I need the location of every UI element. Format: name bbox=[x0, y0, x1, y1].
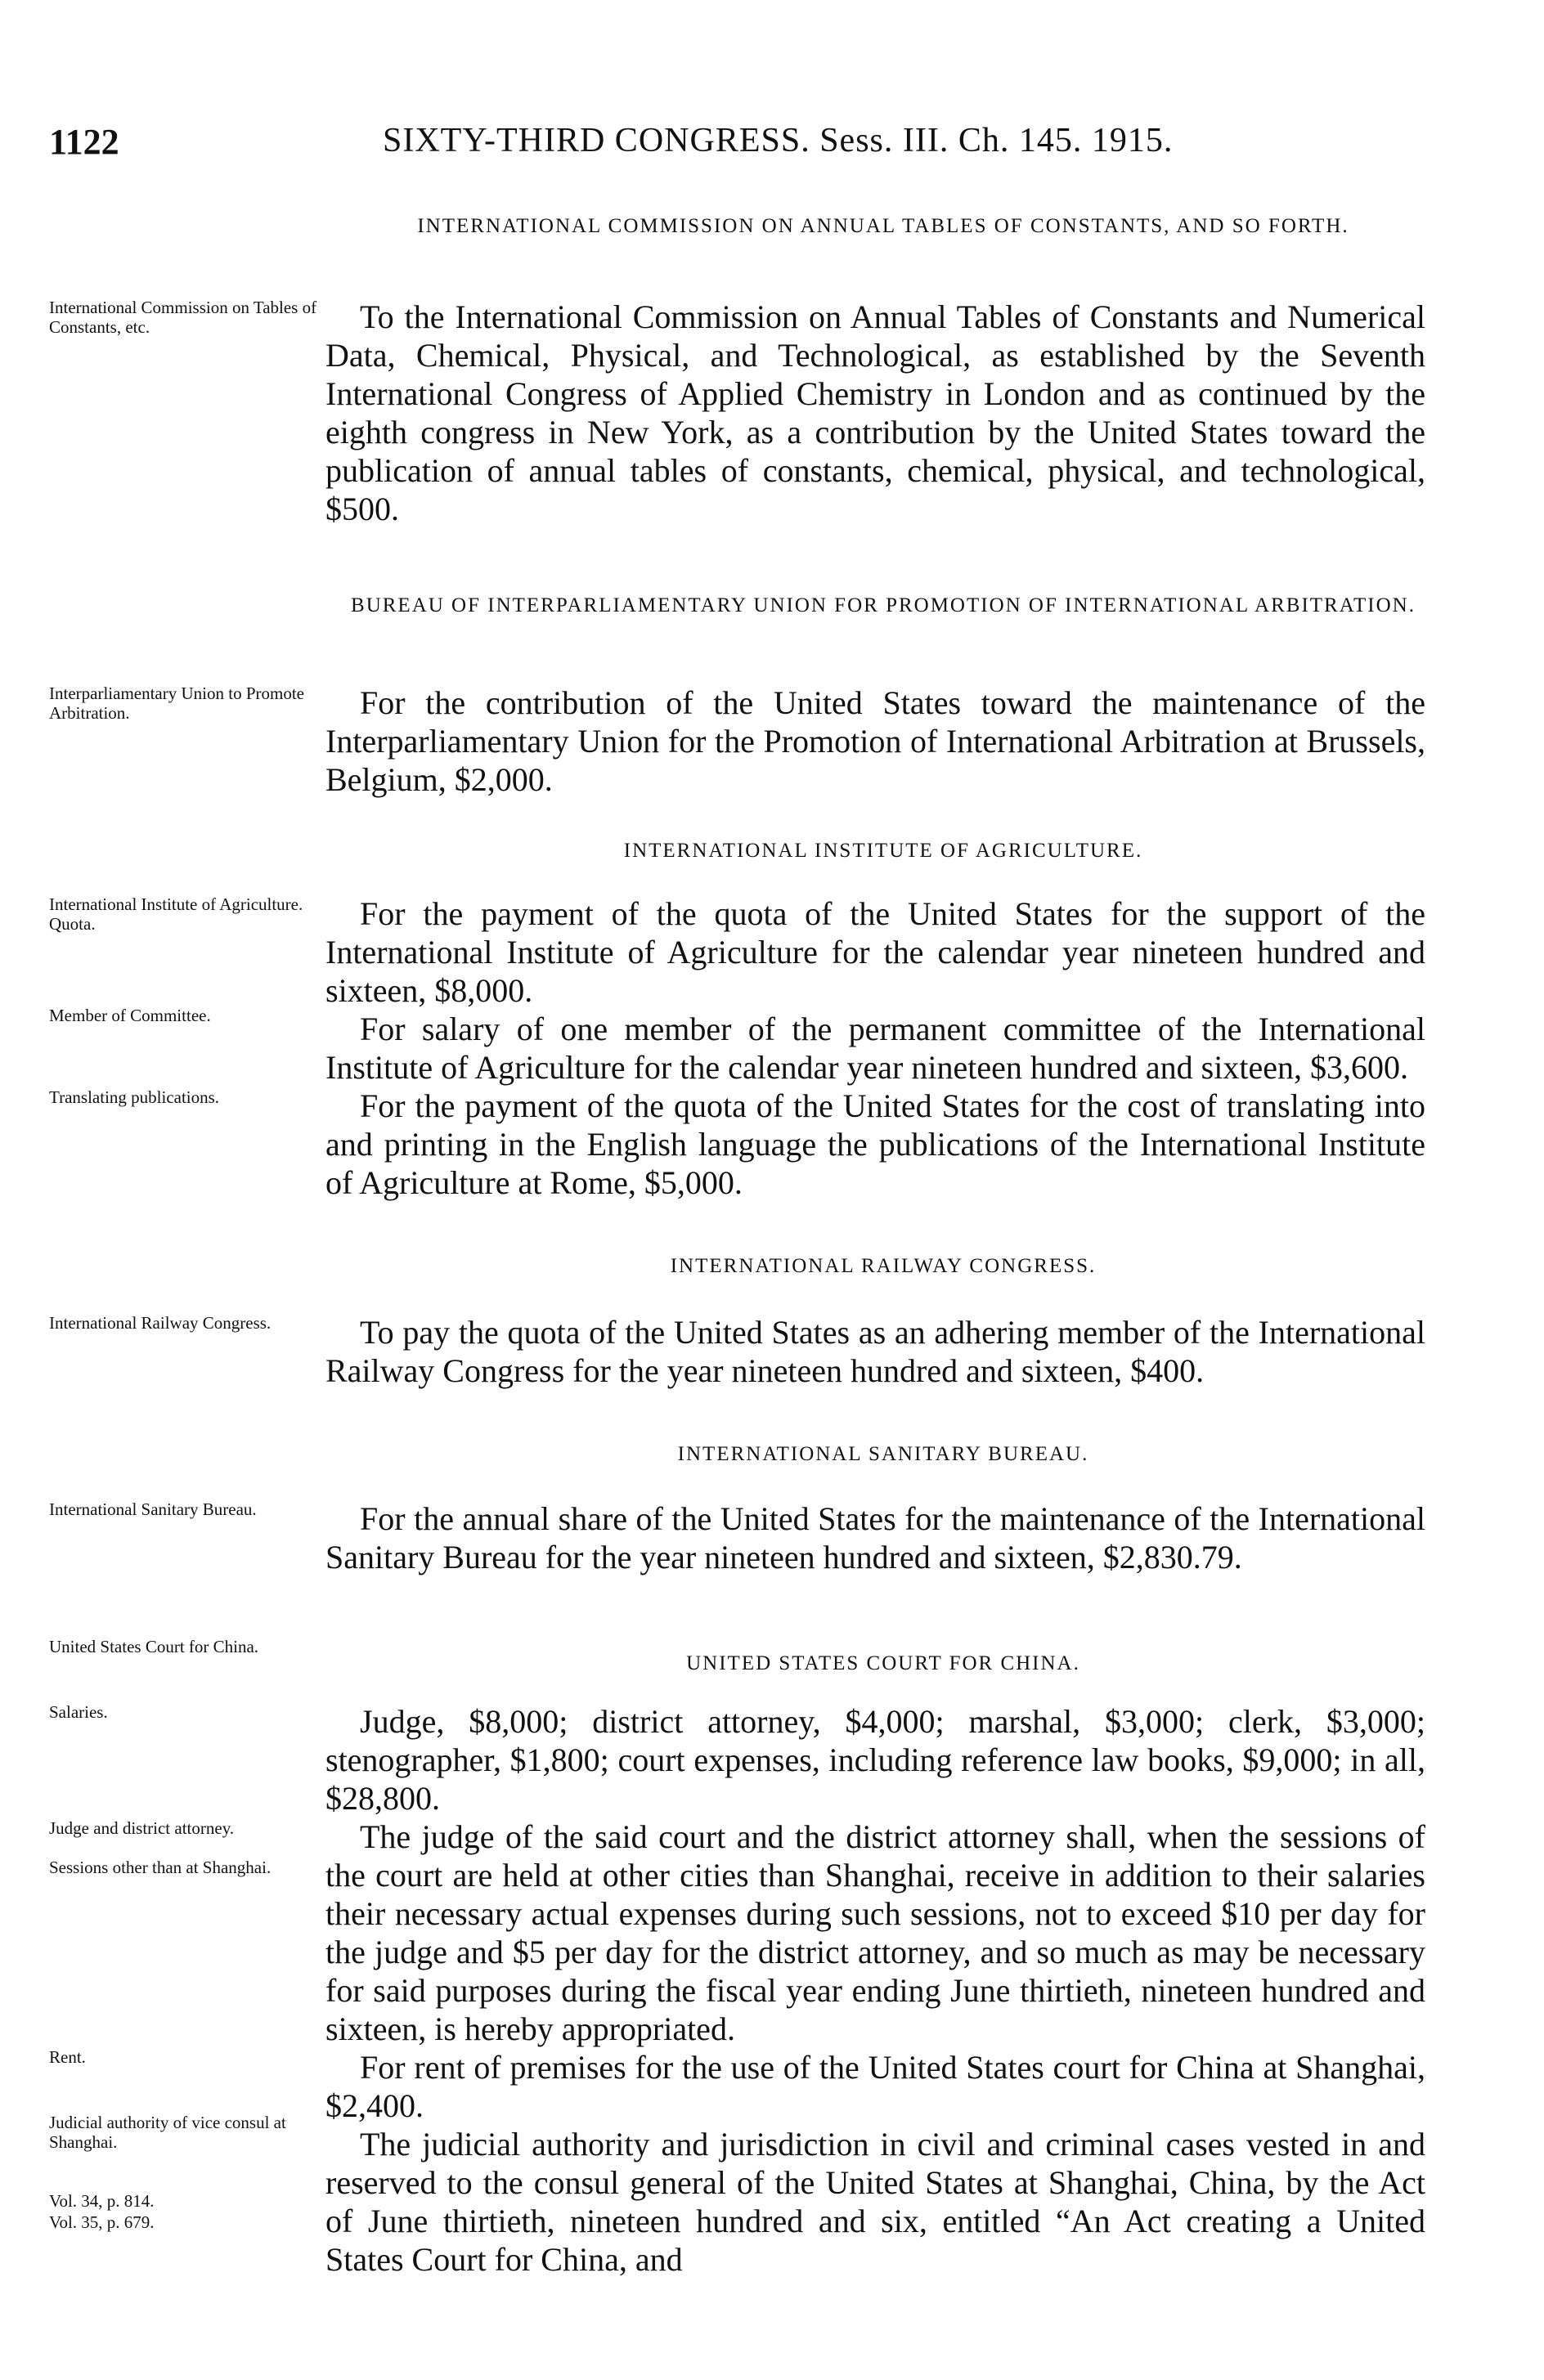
margin-note: Judicial authority of vice consul at Shanghai. bbox=[49, 2113, 286, 2152]
margin-note: Vol. 35, p. 679. bbox=[49, 2212, 155, 2232]
paragraph: For rent of premises for the use of the United States court for China at Shanghai, $2,400. bbox=[325, 2049, 1425, 2124]
heading-china-court: UNITED STATES COURT FOR CHINA. bbox=[686, 1652, 1080, 1674]
paragraph: For the annual share of the United States for the maintenance of the International Sanitary Bureau for the year nineteen hundred and sixteen, $2,830.79. bbox=[325, 1500, 1425, 1575]
page-header bbox=[49, 121, 1439, 162]
margin-note: Member of Committee. bbox=[49, 1006, 211, 1025]
section-agriculture-body bbox=[325, 894, 1425, 1202]
paragraph: For the contribution of the United States toward the maintenance of the Interparliamentary Union for the Promotion of International Arbitration at Brussels, Belgium, $2,000. bbox=[325, 684, 1425, 798]
section-constants-body bbox=[325, 298, 1425, 528]
running-title: SIXTY-THIRD CONGRESS. Sess. III. Ch. 145. 1915. bbox=[383, 122, 1174, 159]
section-railway-body bbox=[325, 1313, 1425, 1390]
paragraph: Judge, $8,000; district attorney, $4,000; marshal, $3,000; clerk, $3,000; stenographer, $1,800; court expenses, including reference law books, $9,000; in all, $28,800. bbox=[325, 1703, 1425, 1817]
heading-interparliamentary: BUREAU OF INTERPARLIAMENTARY UNION FOR PROMOTION OF INTERNATIONAL ARBITRATION. bbox=[351, 594, 1416, 616]
heading-agriculture: INTERNATIONAL INSTITUTE OF AGRICULTURE. bbox=[623, 840, 1143, 862]
margin-note: United States Court for China. bbox=[49, 1637, 259, 1656]
heading-railway: INTERNATIONAL RAILWAY CONGRESS. bbox=[670, 1255, 1097, 1277]
margin-note: Vol. 34, p. 814. bbox=[49, 2191, 155, 2211]
section-china-court-body bbox=[325, 1702, 1425, 2279]
section-interparliamentary-body bbox=[325, 684, 1425, 799]
page-number: 1122 bbox=[49, 122, 119, 162]
paragraph: For salary of one member of the permanent committee of the International Institute of Agriculture for the calendar year nineteen hundred and sixteen, $3,600. bbox=[325, 1011, 1425, 1086]
paragraph: For the payment of the quota of the United States for the cost of translating into and printing in the English language the publications of the International Institute of Agriculture at Rome, $5,000. bbox=[325, 1087, 1425, 1201]
margin-note: International Commission on Tables of Constants, etc. bbox=[49, 298, 317, 337]
margin-note: Judge and district attorney. bbox=[49, 1818, 235, 1838]
heading-sanitary: INTERNATIONAL SANITARY BUREAU. bbox=[677, 1443, 1089, 1465]
paragraph: To the International Commission on Annual Tables of Constants and Numerical Data, Chemical, Physical, and Technological, as established by the Seventh International Congress of Applied Chemistry in London and as continued by the eighth congress in New York, as a contribution by the United States toward the publication of annual tables of constants, chemical, physical, and technological, $500. bbox=[325, 298, 1425, 527]
margin-note: Interparliamentary Union to Promote Arbitration. bbox=[49, 684, 304, 723]
margin-note: International Institute of Agriculture. Quota. bbox=[49, 894, 303, 934]
margin-note: International Railway Congress. bbox=[49, 1313, 272, 1333]
margin-note: Salaries. bbox=[49, 1702, 108, 1722]
margin-note: International Sanitary Bureau. bbox=[49, 1499, 257, 1519]
margin-note: Sessions other than at Shanghai. bbox=[49, 1858, 272, 1877]
paragraph: To pay the quota of the United States as an adhering member of the International Railway Congress for the year nineteen hundred and sixteen, $400. bbox=[325, 1314, 1425, 1389]
section-sanitary-body bbox=[325, 1499, 1425, 1576]
margin-note: Rent. bbox=[49, 2047, 86, 2067]
heading-constants: INTERNATIONAL COMMISSION ON ANNUAL TABLES OF CONSTANTS, AND SO FORTH. bbox=[417, 215, 1349, 237]
paragraph: For the payment of the quota of the United States for the support of the International Institute of Agriculture for the calendar year nineteen hundred and sixteen, $8,000. bbox=[325, 895, 1425, 1009]
margin-note: Translating publications. bbox=[49, 1087, 220, 1107]
paragraph: The judge of the said court and the district attorney shall, when the sessions of the court are held at other cities than Shanghai, receive in addition to their salaries their necessary actual expenses during such sessions, not to exceed $10 per day for the judge and $5 per day for the district attorney, and so much as may be necessary for said purposes during the fiscal year ending June thirtieth, nineteen hundred and sixteen, is hereby appropriated. bbox=[325, 1818, 1425, 2047]
paragraph: The judicial authority and jurisdiction in civil and criminal cases vested in and reserved to the consul general of the United States at Shanghai, China, by the Act of June thirtieth, nineteen hundred and six, entitled “An Act creating a United States Court for China, and bbox=[325, 2126, 1425, 2278]
